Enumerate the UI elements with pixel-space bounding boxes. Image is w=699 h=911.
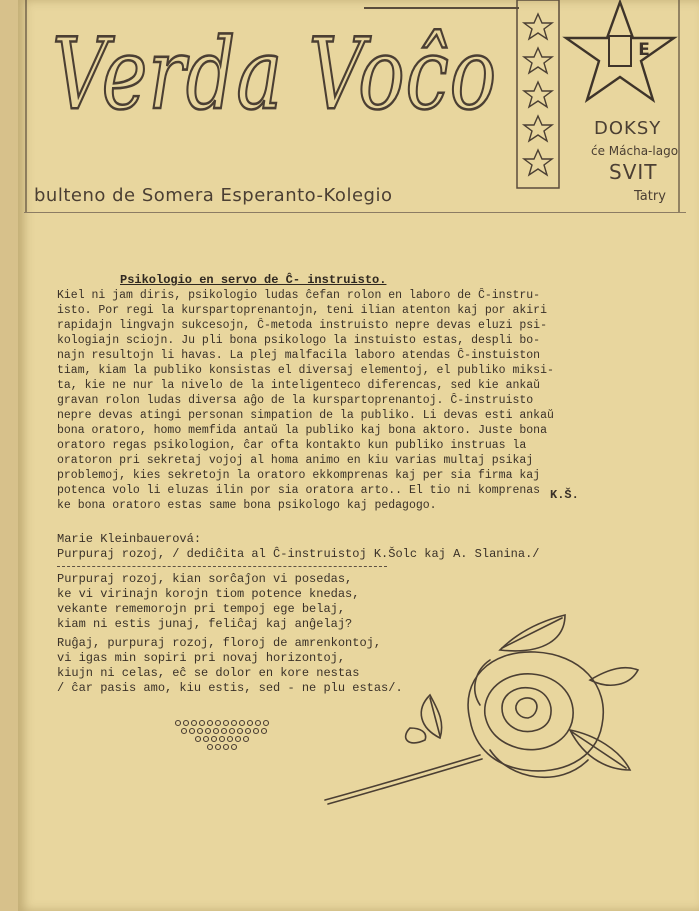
article-line: Kiel ni jam diris, psikologio ludas ĉefan rolon en laboro de Ĉ-instru- <box>57 289 541 302</box>
place-line-3: SVIT <box>609 160 658 184</box>
article-line: oratoron pri sekretaj vojoj al homa animo en kiu varias multaj psikaj <box>57 454 534 467</box>
masthead-drawing <box>24 0 686 212</box>
article-title: Psikologio en servo de Ĉ- instruisto. <box>120 273 387 287</box>
star-letter: E <box>638 40 650 60</box>
rose-drawing-icon <box>320 610 650 830</box>
article-line: isto. Por regi la kurspartoprenantojn, teni ilian atenton kaj por akiri <box>57 304 547 317</box>
article-body <box>57 288 669 513</box>
place-line-2: će Mácha-lago <box>591 144 679 158</box>
big-star-icon <box>566 2 674 100</box>
article-line: gravan rolon ludas diversa aĝo de la kurspartoprenantoj. Ĉ-instruisto <box>57 394 534 407</box>
poem-line: kiam ni estis junaj, feliĉaj kaj anĝelaj? <box>57 617 353 631</box>
article-line: tiam, kiam la publiko konsistas el diversaj elementoj, el publiko miksi- <box>57 364 554 377</box>
poem-line: kiujn ni celas, eĉ se dolor en kore nestas <box>57 666 360 680</box>
article-line: najn resultojn li havas. La plej malfacila laboro atendas Ĉ-instuiston <box>57 349 541 362</box>
star-column-icon <box>524 14 552 175</box>
article-line: oratoro regas psikologion, ĉar ofta kontakto kun publiko instruas la <box>57 439 527 452</box>
poem-title: Purpuraj rozoj, / dediĉita al Ĉ-instruistoj K.Šolc kaj A. Slanina./ <box>57 547 540 561</box>
article-line: rapidajn lingvajn sukcesojn, Ĉ-metoda instruisto nepre devas eluzi psi- <box>57 319 547 332</box>
poem-line: Ruĝaj, purpuraj rozoj, floroj de amrenkontoj, <box>57 636 382 650</box>
masthead-title: Verda Voĉo <box>52 18 497 132</box>
poem-stanza-1 <box>57 572 359 632</box>
article-line: nepre devas atingi personan simpation de la publiko. Li devas esti ankaŭ <box>57 409 554 422</box>
article-signature: K.Š. <box>550 488 579 502</box>
article-line: ke bona oratoro estas same bona psikologo kaj pedagogo. <box>57 499 437 512</box>
place-line-4: Tatry <box>634 189 666 204</box>
poem-line: ke vi virinajn korojn tiom potence knedas, <box>57 587 360 601</box>
article-line: bona oratoro, homo memfida antaŭ la publiko kaj bona aktoro. Juste bona <box>57 424 547 437</box>
poem-line: Purpuraj rozoj, kian sorĉaĵon vi posedas, <box>57 572 353 586</box>
poem-author: Marie Kleinbauerová: <box>57 532 202 546</box>
place-line-1: DOKSY <box>594 118 662 139</box>
article-line: potenca volo li eluzas ilin por sia oratora arto.. El tio ni komprenas <box>57 484 541 497</box>
poem-line: vi igas min sopiri pri novaj horizontoj, <box>57 651 346 665</box>
article-line: problemoj, kies sekretojn la oratoro ekkomprenas kaj per sia firma kaj <box>57 469 541 482</box>
masthead <box>24 0 686 213</box>
poem-line: / ĉar pasis amo, kiu estis, sed - ne plu estas/. <box>57 681 403 695</box>
ornament-icon <box>170 717 290 757</box>
article-line: ta, kie ne nur la nivelo de la inteligenteco diferencas, sed kie ankaŭ <box>57 379 541 392</box>
poem-line: vekante rememorojn pri tempoj ege belaj, <box>57 602 346 616</box>
masthead-subtitle: bulteno de Somera Esperanto-Kolegio <box>34 185 393 206</box>
poem-divider <box>57 566 387 567</box>
article-line: kologiajn sciojn. Ju pli bona psikologo la instuisto estas, despli bo- <box>57 334 541 347</box>
